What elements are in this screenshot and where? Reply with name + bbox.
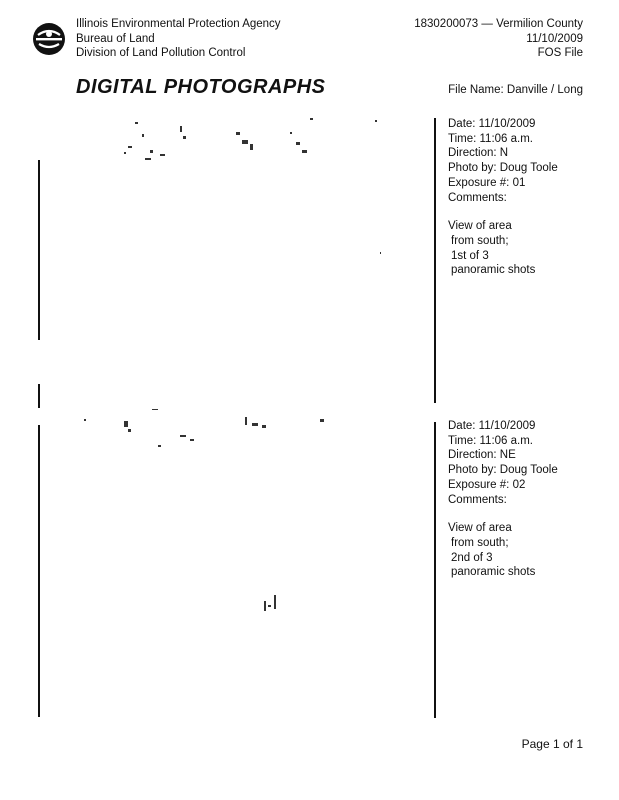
header-date: 11/10/2009 [526,32,583,45]
photo-2-left-border-lower [38,425,40,717]
photo-1 [40,112,432,397]
photo-1-comments [448,219,598,278]
photo-2-direction: Direction: NE [448,449,516,462]
photo-2-exposure: Exposure #: 02 [448,478,526,491]
photo-1-right-border [434,118,436,403]
photo-2-left-border [38,384,40,408]
photo-2-comments-label: Comments: [448,493,507,506]
photo-2-details [448,419,598,580]
photo-2 [40,405,432,715]
photo-1-details [448,117,598,278]
page-title: DIGITAL PHOTOGRAPHS [76,76,326,98]
comment-line: View of area [448,220,512,233]
comment-line: 2nd of 3 [451,551,493,564]
photo-2-right-border [434,422,436,718]
file-info-block [414,17,583,61]
iepa-logo-icon [32,22,66,56]
photo-1-direction: Direction: N [448,147,509,160]
comment-line: from south; [451,536,509,549]
agency-block [76,17,281,61]
photo-1-time: Time: 11:06 a.m. [448,132,534,145]
comment-line: panoramic shots [451,264,536,277]
comment-line: 1st of 3 [451,249,489,262]
comment-line: panoramic shots [451,566,536,579]
bureau-name: Bureau of Land [76,32,155,45]
photo-2-photographer: Photo by: Doug Toole [448,464,558,477]
division-name: Division of Land Pollution Control [76,47,246,59]
file-type: FOS File [537,47,583,59]
comment-line: View of area [448,522,512,535]
photo-1-scan-specks [40,112,432,397]
photo-1-comments-label: Comments: [448,191,507,204]
file-name: File Name: Danville / Long [448,84,583,96]
comment-line: from south; [451,234,509,247]
agency-name: Illinois Environmental Protection Agency [76,18,281,30]
site-id-county: 1830200073 — Vermilion County [414,18,583,30]
photo-2-date: Date: 11/10/2009 [448,420,536,432]
page-number: Page 1 of 1 [521,737,583,751]
photo-1-left-border [38,160,40,340]
photo-1-exposure: Exposure #: 01 [448,176,526,189]
photo-1-photographer: Photo by: Doug Toole [448,162,558,175]
photo-2-scan-specks [40,405,432,715]
photo-2-time: Time: 11:06 a.m. [448,434,534,447]
photo-2-comments [448,521,598,580]
photo-1-date: Date: 11/10/2009 [448,118,536,130]
